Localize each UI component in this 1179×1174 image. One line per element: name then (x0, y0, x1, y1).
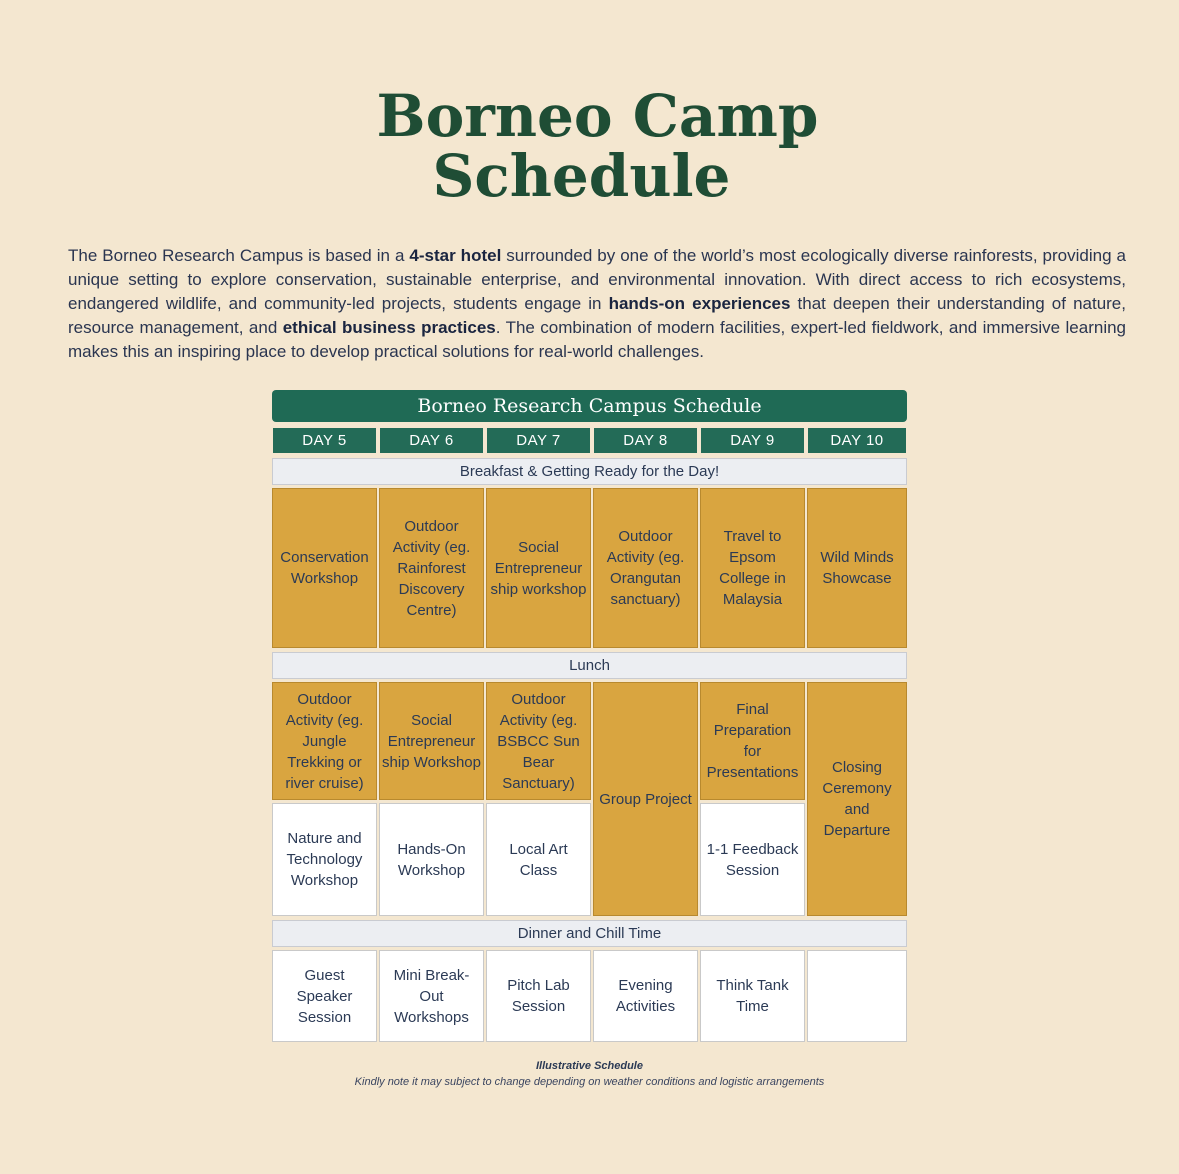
schedule-cell-empty (807, 950, 907, 1042)
day-header: DAY 7 (486, 427, 591, 454)
intro-text-2: surrounded by one of the world’s most ecologically diverse rainforests, providing a unique setting to explore conservation, sustainable enterprise, and environmental innovation. With direct access to rich ecosystems, endangered wildlife, and community-led projects, students engage in (68, 246, 1126, 313)
page-title-line-1: Borneo Camp (376, 82, 819, 150)
intro-text-3: that deepen their understanding of nature, resource management, and (68, 294, 1126, 337)
dinner-band: Dinner and Chill Time (272, 920, 907, 947)
schedule-cell: Mini Break-Out Workshops (379, 950, 484, 1042)
schedule-cell: Conservation Workshop (272, 488, 377, 648)
schedule-cell: Pitch Lab Session (486, 950, 591, 1042)
schedule-cell: Think Tank Time (700, 950, 805, 1042)
day-header: DAY 6 (379, 427, 484, 454)
intro-bold-3: ethical business practices (282, 318, 496, 337)
intro-text-1: The Borneo Research Campus is based in a (68, 246, 410, 265)
schedule-cell: Nature and Technology Workshop (272, 803, 377, 916)
schedule-cell: Closing Ceremony and Departure (807, 682, 907, 916)
schedule-cell: 1-1 Feedback Session (700, 803, 805, 916)
schedule-cell: Guest Speaker Session (272, 950, 377, 1042)
schedule-cell: Outdoor Activity (eg. Orangutan sanctuary) (593, 488, 698, 648)
schedule-cell: Final Preparation for Presentations (700, 682, 805, 800)
schedule-cell: Outdoor Activity (eg. Rainforest Discovery Centre) (379, 488, 484, 648)
intro-paragraph (68, 244, 1126, 364)
day-header: DAY 9 (700, 427, 805, 454)
lunch-band: Lunch (272, 652, 907, 679)
schedule-cell: Evening Activities (593, 950, 698, 1042)
intro-text-4: . The combination of modern facilities, expert-led fieldwork, and immersive learning makes this an inspiring place to develop practical solutions for real-world challenges. (68, 318, 1127, 361)
schedule-cell: Travel to Epsom College in Malaysia (700, 488, 805, 648)
intro-bold-2: hands-on experiences (608, 294, 791, 313)
day-header: DAY 8 (593, 427, 698, 454)
note-text: Kindly note it may subject to change depending on weather conditions and logistic arrangements (354, 1076, 825, 1088)
schedule-banner: Borneo Research Campus Schedule (272, 390, 907, 422)
schedule-cell: Group Project (593, 682, 698, 916)
schedule-cell: Local Art Class (486, 803, 591, 916)
day-header: DAY 10 (807, 427, 907, 454)
page-title-line-2: Schedule (432, 142, 731, 210)
day-header: DAY 5 (272, 427, 377, 454)
note-title: Illustrative Schedule (536, 1060, 643, 1072)
schedule-cell: Outdoor Activity (eg. Jungle Trekking or river cruise) (272, 682, 377, 800)
breakfast-band: Breakfast & Getting Ready for the Day! (272, 458, 907, 485)
schedule-cell: Social Entrepreneur ship workshop (486, 488, 591, 648)
schedule-cell: Hands-On Workshop (379, 803, 484, 916)
schedule-cell: Social Entrepreneur ship Workshop (379, 682, 484, 800)
schedule-cell: Wild Minds Showcase (807, 488, 907, 648)
schedule-cell: Outdoor Activity (eg. BSBCC Sun Bear Sanctuary) (486, 682, 591, 800)
intro-bold-1: 4-star hotel (409, 246, 502, 265)
